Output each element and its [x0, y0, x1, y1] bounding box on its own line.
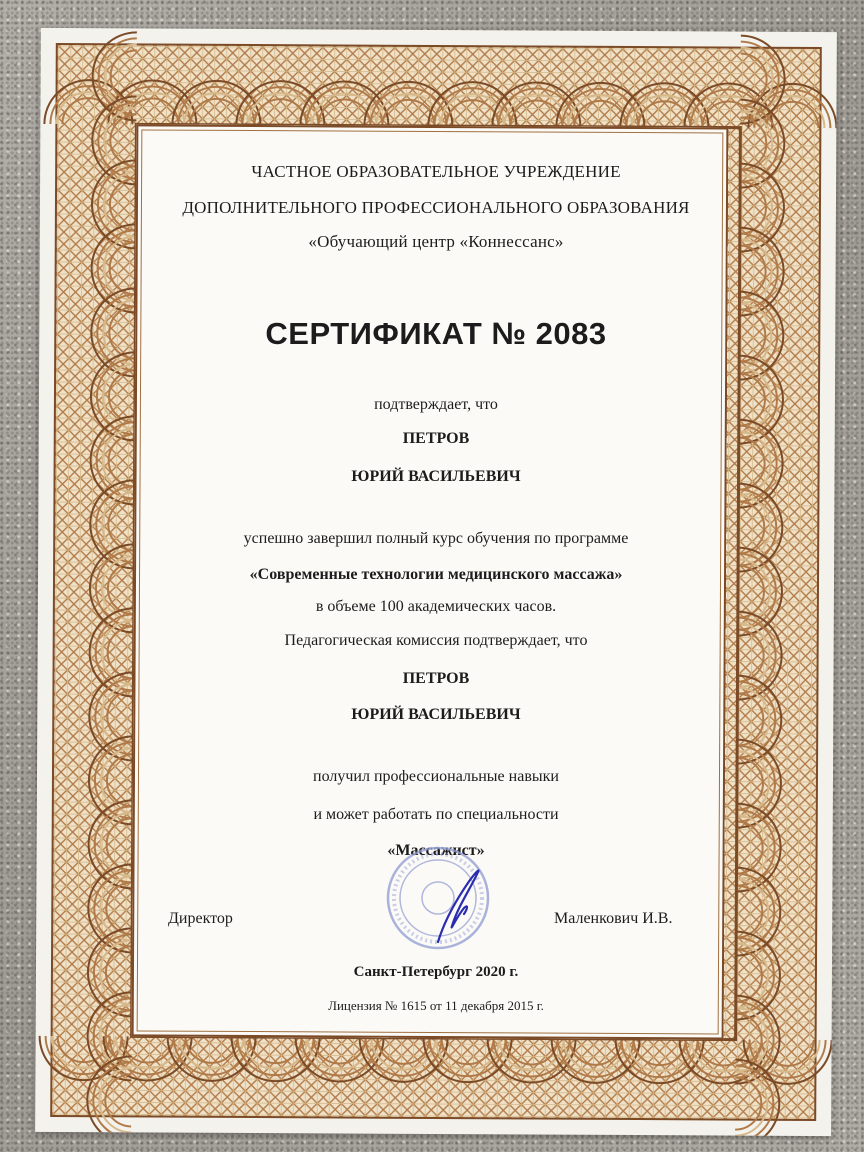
recipient-surname-2: ПЕТРОВ [402, 670, 470, 687]
director-name: Маленкович И.В. [554, 910, 673, 927]
skills-text: получил профессиональные навыки [313, 768, 559, 785]
certificate-title: СЕРТИФИКАТ № 2083 [265, 316, 607, 351]
city-year: Санкт-Петербург 2020 г. [353, 964, 519, 980]
signature-icon [438, 870, 479, 942]
institution-name: «Обучающий центр «Коннессанс» [308, 232, 564, 251]
hours-text: в объеме 100 академических часов. [315, 598, 557, 615]
specialty-name: «Массажист» [387, 842, 485, 859]
director-label: Директор [168, 910, 233, 927]
recipient-given-names-2: ЮРИЙ ВАСИЛЬЕВИЧ [351, 706, 521, 723]
commission-text: Педагогическая комиссия подтверждает, что [284, 632, 588, 649]
program-name: «Современные технологии медицинского массажа» [249, 566, 623, 583]
license-text: Лицензия № 1615 от 11 декабря 2015 г. [328, 998, 544, 1013]
institution-line-1: ЧАСТНОЕ ОБРАЗОВАТЕЛЬНОЕ УЧРЕЖДЕНИЕ [251, 162, 621, 181]
institution-line-2: ДОПОЛНИТЕЛЬНОГО ПРОФЕССИОНАЛЬНОГО ОБРАЗОВАНИЯ [182, 198, 690, 217]
seal-icon [360, 842, 520, 952]
can-work-text: и может работать по специальности [313, 806, 559, 823]
confirms-text: подтверждает, что [374, 396, 498, 413]
completed-text: успешно завершил полный курс обучения по программе [243, 530, 629, 547]
certificate-text [38, 30, 834, 1134]
recipient-given-names: ЮРИЙ ВАСИЛЬЕВИЧ [351, 468, 521, 485]
recipient-surname: ПЕТРОВ [402, 430, 470, 447]
